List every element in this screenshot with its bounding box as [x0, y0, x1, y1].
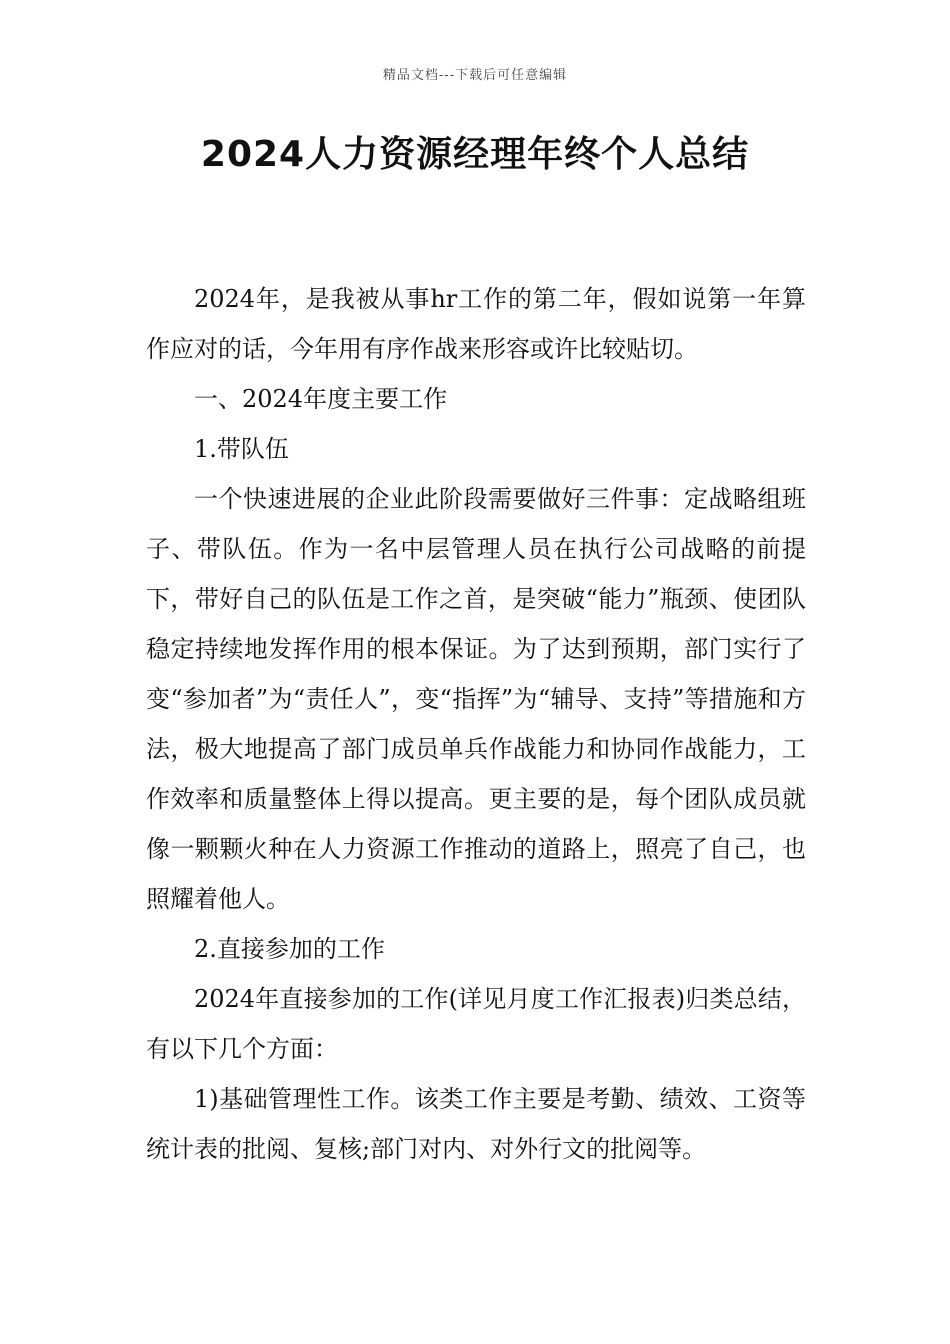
document-title: 2024人力资源经理年终个人总结 [200, 134, 750, 175]
paragraph-basic-management: 1)基础管理性工作。该类工作主要是考勤、绩效、工资等统计表的批阅、复核;部门对内、对外行文的批阅等。 [146, 1085, 806, 1163]
section-heading-main-work: 一、2024年度主要工作 [194, 385, 448, 413]
paragraph-intro: 2024年，是我被从事hr工作的第二年，假如说第一年算作应对的话，今年用有序作战来形容或许比较贴切。 [146, 285, 806, 363]
document-body [146, 274, 806, 1174]
page-header-note: 精品文档---下载后可任意编辑 [382, 68, 568, 83]
paragraph-lead-team: 一个快速进展的企业此阶段需要做好三件事：定战略组班子、带队伍。作为一名中层管理人员在执行公司战略的前提下，带好自己的队伍是工作之首，是突破“能力”瓶颈、使团队稳定持续地发挥作用的根本保证。为了达到预期，部门实行了变“参加者”为“责任人”，变“指挥”为“辅导、支持”等措施和方法，极大地提高了部门成员单兵作战能力和协同作战能力，工作效率和质量整体上得以提高。更主要的是，每个团队成员就像一颗颗火种在人力资源工作推动的道路上，照亮了自己，也照耀着他人。 [146, 485, 806, 913]
paragraph-direct-work: 2024年直接参加的工作(详见月度工作汇报表)归类总结，有以下几个方面： [146, 985, 806, 1063]
subheading-direct-work: 2.直接参加的工作 [194, 935, 385, 963]
subheading-lead-team: 1.带队伍 [194, 435, 289, 463]
